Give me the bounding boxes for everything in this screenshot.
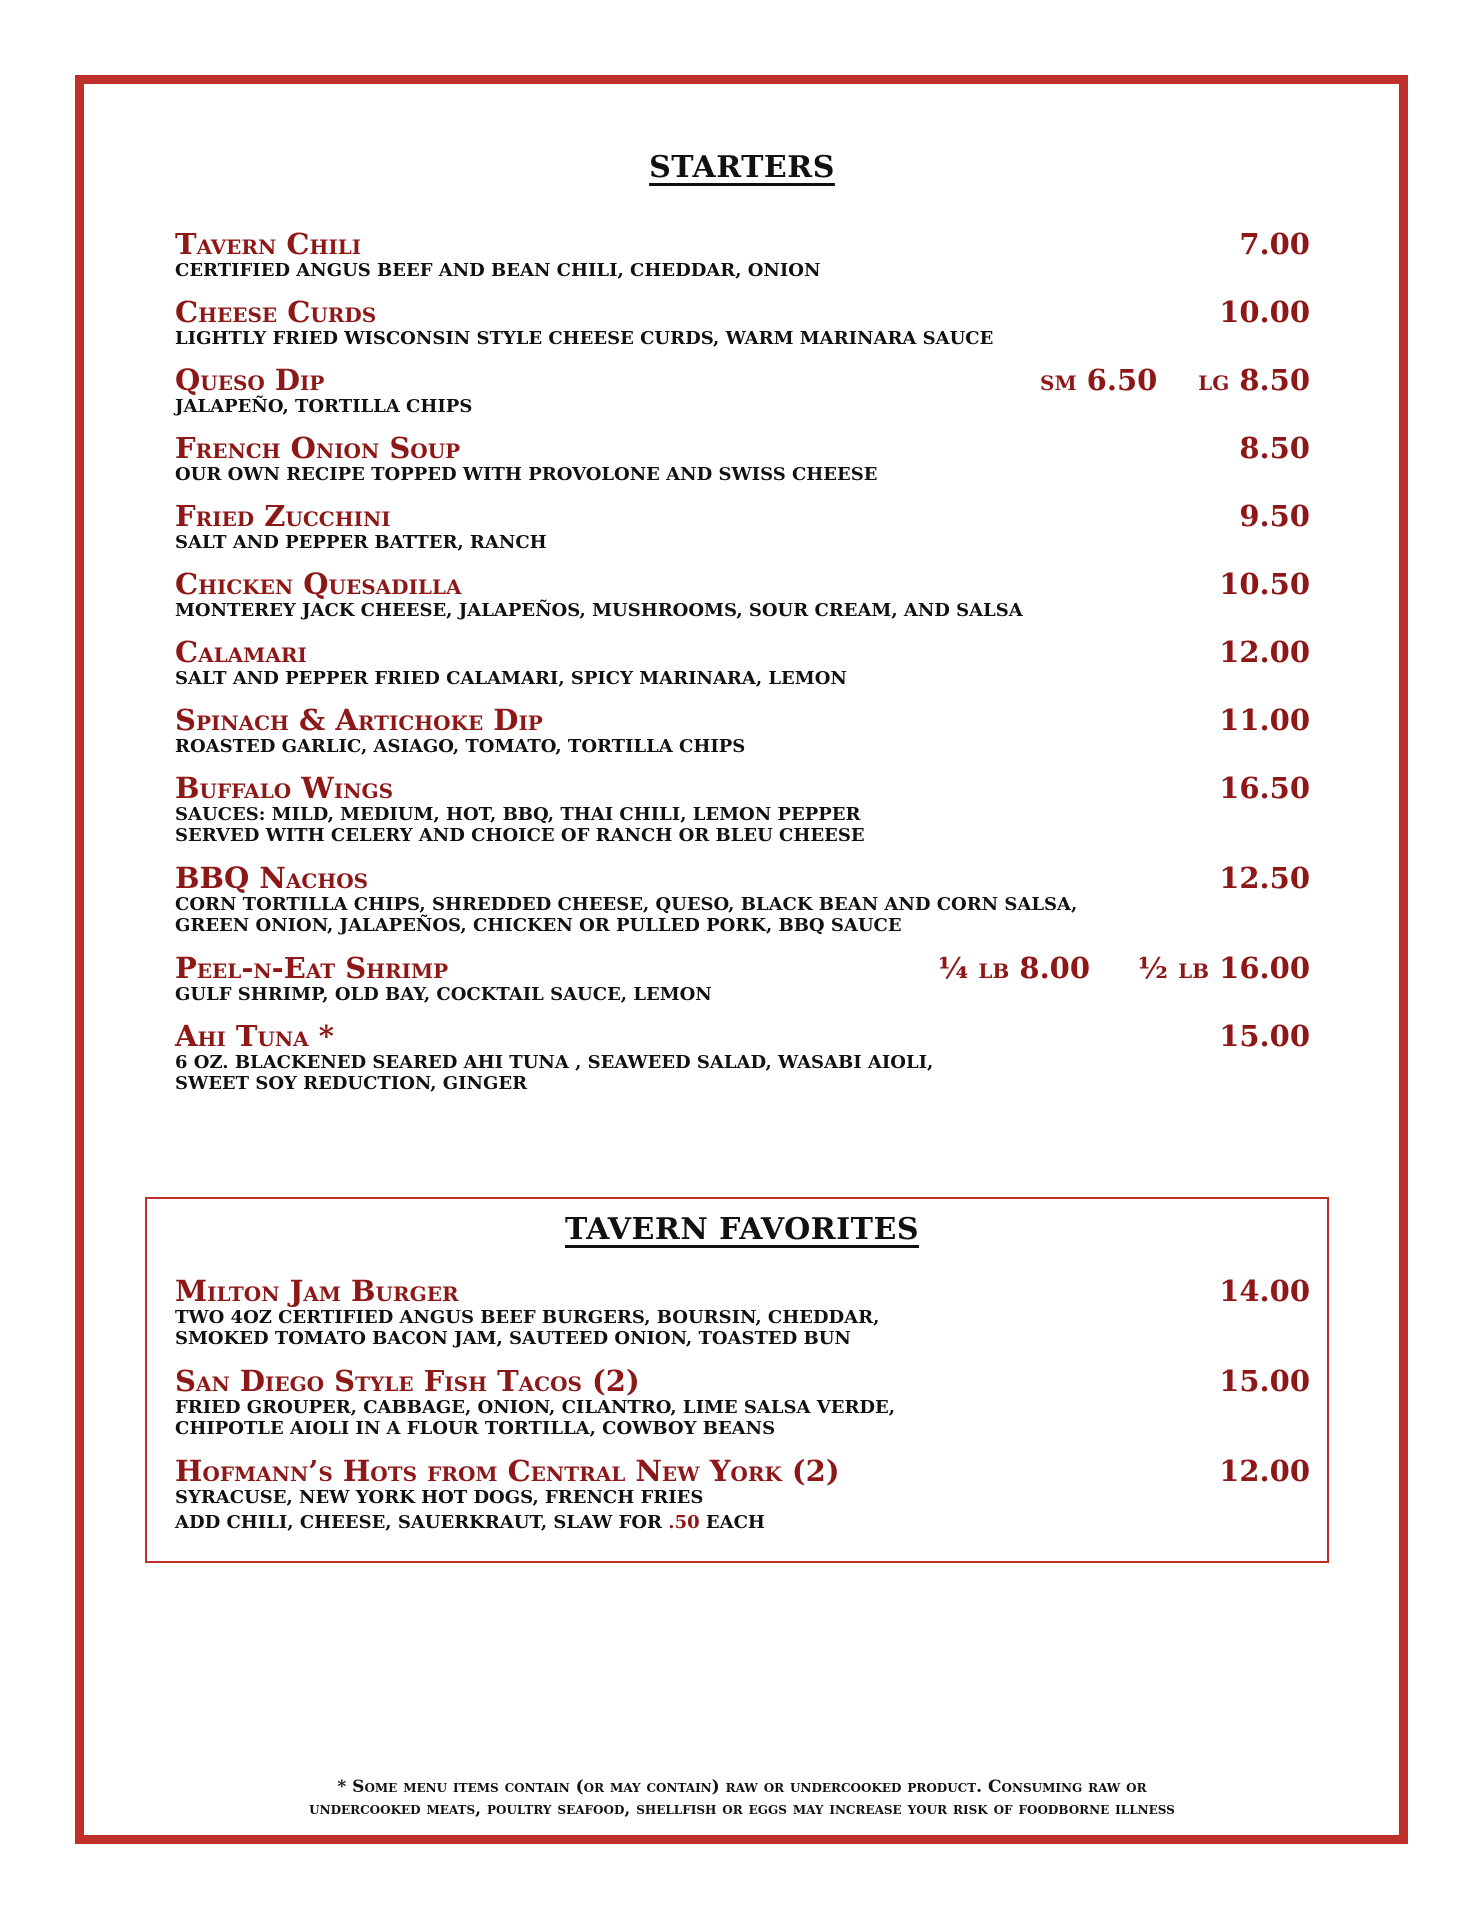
item-description: CHIPOTLE AIOLI IN A FLOUR TORTILLA, COWBOY BEANS: [175, 1418, 776, 1439]
menu-item-fish-tacos: [175, 1365, 1310, 1439]
item-description: SERVED WITH CELERY AND CHOICE OF RANCH OR BLEU CHEESE: [175, 825, 865, 846]
item-price: 8.50: [1239, 431, 1310, 465]
menu-item-spinach-artichoke-dip: [175, 704, 1310, 757]
item-name: Fried Zucchini: [175, 499, 391, 533]
item-name: Milton Jam Burger: [175, 1274, 459, 1308]
item-name: Calamari: [175, 635, 307, 669]
item-price: 9.50: [1239, 499, 1310, 533]
item-description: CERTIFIED ANGUS BEEF AND BEAN CHILI, CHEDDAR, ONION: [175, 260, 821, 281]
disclaimer-line-1: * Some menu items contain (or may contain) raw or undercooked product. Consuming raw or: [337, 1777, 1147, 1797]
item-price: 14.00: [1219, 1274, 1310, 1308]
allergy-disclaimer: [0, 1776, 1484, 1820]
item-description: OUR OWN RECIPE TOPPED WITH PROVOLONE AND SWISS CHEESE: [175, 464, 878, 485]
item-description: SWEET SOY REDUCTION, GINGER: [175, 1073, 528, 1094]
item-description: SALT AND PEPPER BATTER, RANCH: [175, 532, 547, 553]
item-price: 11.00: [1219, 703, 1310, 737]
addon-text-end: EACH: [699, 1512, 765, 1533]
item-description: GREEN ONION, JALAPEÑOS, CHICKEN OR PULLED PORK, BBQ SAUCE: [175, 915, 902, 936]
item-description: CORN TORTILLA CHIPS, SHREDDED CHEESE, QUESO, BLACK BEAN AND CORN SALSA,: [175, 894, 1078, 915]
menu-item-fried-zucchini: [175, 500, 1310, 553]
item-name: BBQ Nachos: [175, 861, 369, 895]
item-price: 12.50: [1219, 861, 1310, 895]
item-price: 15.00: [1219, 1019, 1310, 1053]
item-name: Peel-n-Eat Shrimp: [175, 951, 449, 985]
item-price: 15.00: [1219, 1364, 1310, 1398]
item-description: LIGHTLY FRIED WISCONSIN STYLE CHEESE CURDS, WARM MARINARA SAUCE: [175, 328, 994, 349]
item-price: 16.50: [1219, 771, 1310, 805]
menu-item-queso-dip: [175, 364, 1310, 417]
menu-item-ahi-tuna: [175, 1020, 1310, 1094]
menu-item-milton-jam-burger: [175, 1275, 1310, 1349]
item-name: Tavern Chili: [175, 227, 362, 261]
item-name: Buffalo Wings: [175, 771, 394, 805]
addon-price: .50: [668, 1512, 700, 1533]
starters-heading: STARTERS: [649, 150, 835, 185]
item-description: SYRACUSE, NEW YORK HOT DOGS, FRENCH FRIES: [175, 1487, 704, 1508]
menu-item-buffalo-wings: [175, 772, 1310, 846]
item-name: Chicken Quesadilla: [175, 567, 462, 601]
item-name: French Onion Soup: [175, 431, 461, 465]
item-price: 12.00: [1219, 635, 1310, 669]
menu-item-hofmanns-hots: [175, 1455, 1310, 1533]
item-description: 6 OZ. BLACKENED SEARED AHI TUNA , SEAWEED SALAD, WASABI AIOLI,: [175, 1052, 934, 1073]
item-description: SALT AND PEPPER FRIED CALAMARI, SPICY MARINARA, LEMON: [175, 668, 847, 689]
menu-item-chicken-quesadilla: [175, 568, 1310, 621]
item-name: San Diego Style Fish Tacos (2): [175, 1364, 640, 1398]
menu-item-bbq-nachos: [175, 862, 1310, 936]
item-name: Queso Dip: [175, 363, 325, 397]
item-name: Cheese Curds: [175, 295, 377, 329]
item-name: Hofmann’s Hots from Central New York (2): [175, 1454, 840, 1488]
item-description: SMOKED TOMATO BACON JAM, SAUTEED ONION, TOASTED BUN: [175, 1328, 851, 1349]
item-price-quarter-lb: ¼ lb 8.00: [938, 951, 1091, 985]
item-description: MONTEREY JACK CHEESE, JALAPEÑOS, MUSHROOMS, SOUR CREAM, AND SALSA: [175, 600, 1023, 621]
item-addon-line: [175, 1512, 1310, 1533]
menu-item-french-onion-soup: [175, 432, 1310, 485]
item-description: ROASTED GARLIC, ASIAGO, TOMATO, TORTILLA CHIPS: [175, 736, 746, 757]
item-price-small: sm 6.50: [1040, 363, 1158, 397]
menu-item-cheese-curds: [175, 296, 1310, 349]
favorites-heading: TAVERN FAVORITES: [564, 1212, 920, 1247]
item-description: FRIED GROUPER, CABBAGE, ONION, CILANTRO, LIME SALSA VERDE,: [175, 1397, 895, 1418]
item-price-half-lb: ½ lb 16.00: [1137, 951, 1310, 985]
menu-item-peel-n-eat-shrimp: [175, 952, 1310, 1005]
item-price: 7.00: [1239, 227, 1310, 261]
disclaimer-line-2: undercooked meats, poultry seafood, shellfish or eggs may increase your risk of foodborne illness: [309, 1799, 1175, 1819]
item-price: 10.50: [1219, 567, 1310, 601]
item-description: GULF SHRIMP, OLD BAY, COCKTAIL SAUCE, LEMON: [175, 984, 712, 1005]
addon-text: ADD CHILI, CHEESE, SAUERKRAUT, SLAW FOR: [175, 1512, 669, 1533]
item-price-large: lg 8.50: [1198, 363, 1310, 397]
item-description: TWO 4OZ CERTIFIED ANGUS BEEF BURGERS, BOURSIN, CHEDDAR,: [175, 1307, 880, 1328]
item-description: JALAPEÑO, TORTILLA CHIPS: [175, 396, 473, 417]
menu-item-calamari: [175, 636, 1310, 689]
item-price: 12.00: [1219, 1454, 1310, 1488]
item-price: 10.00: [1219, 295, 1310, 329]
item-name: Ahi Tuna *: [175, 1019, 334, 1053]
item-description: SAUCES: MILD, MEDIUM, HOT, BBQ, THAI CHILI, LEMON PEPPER: [175, 804, 861, 825]
menu-item-tavern-chili: [175, 228, 1310, 281]
item-name: Spinach & Artichoke Dip: [175, 703, 543, 737]
